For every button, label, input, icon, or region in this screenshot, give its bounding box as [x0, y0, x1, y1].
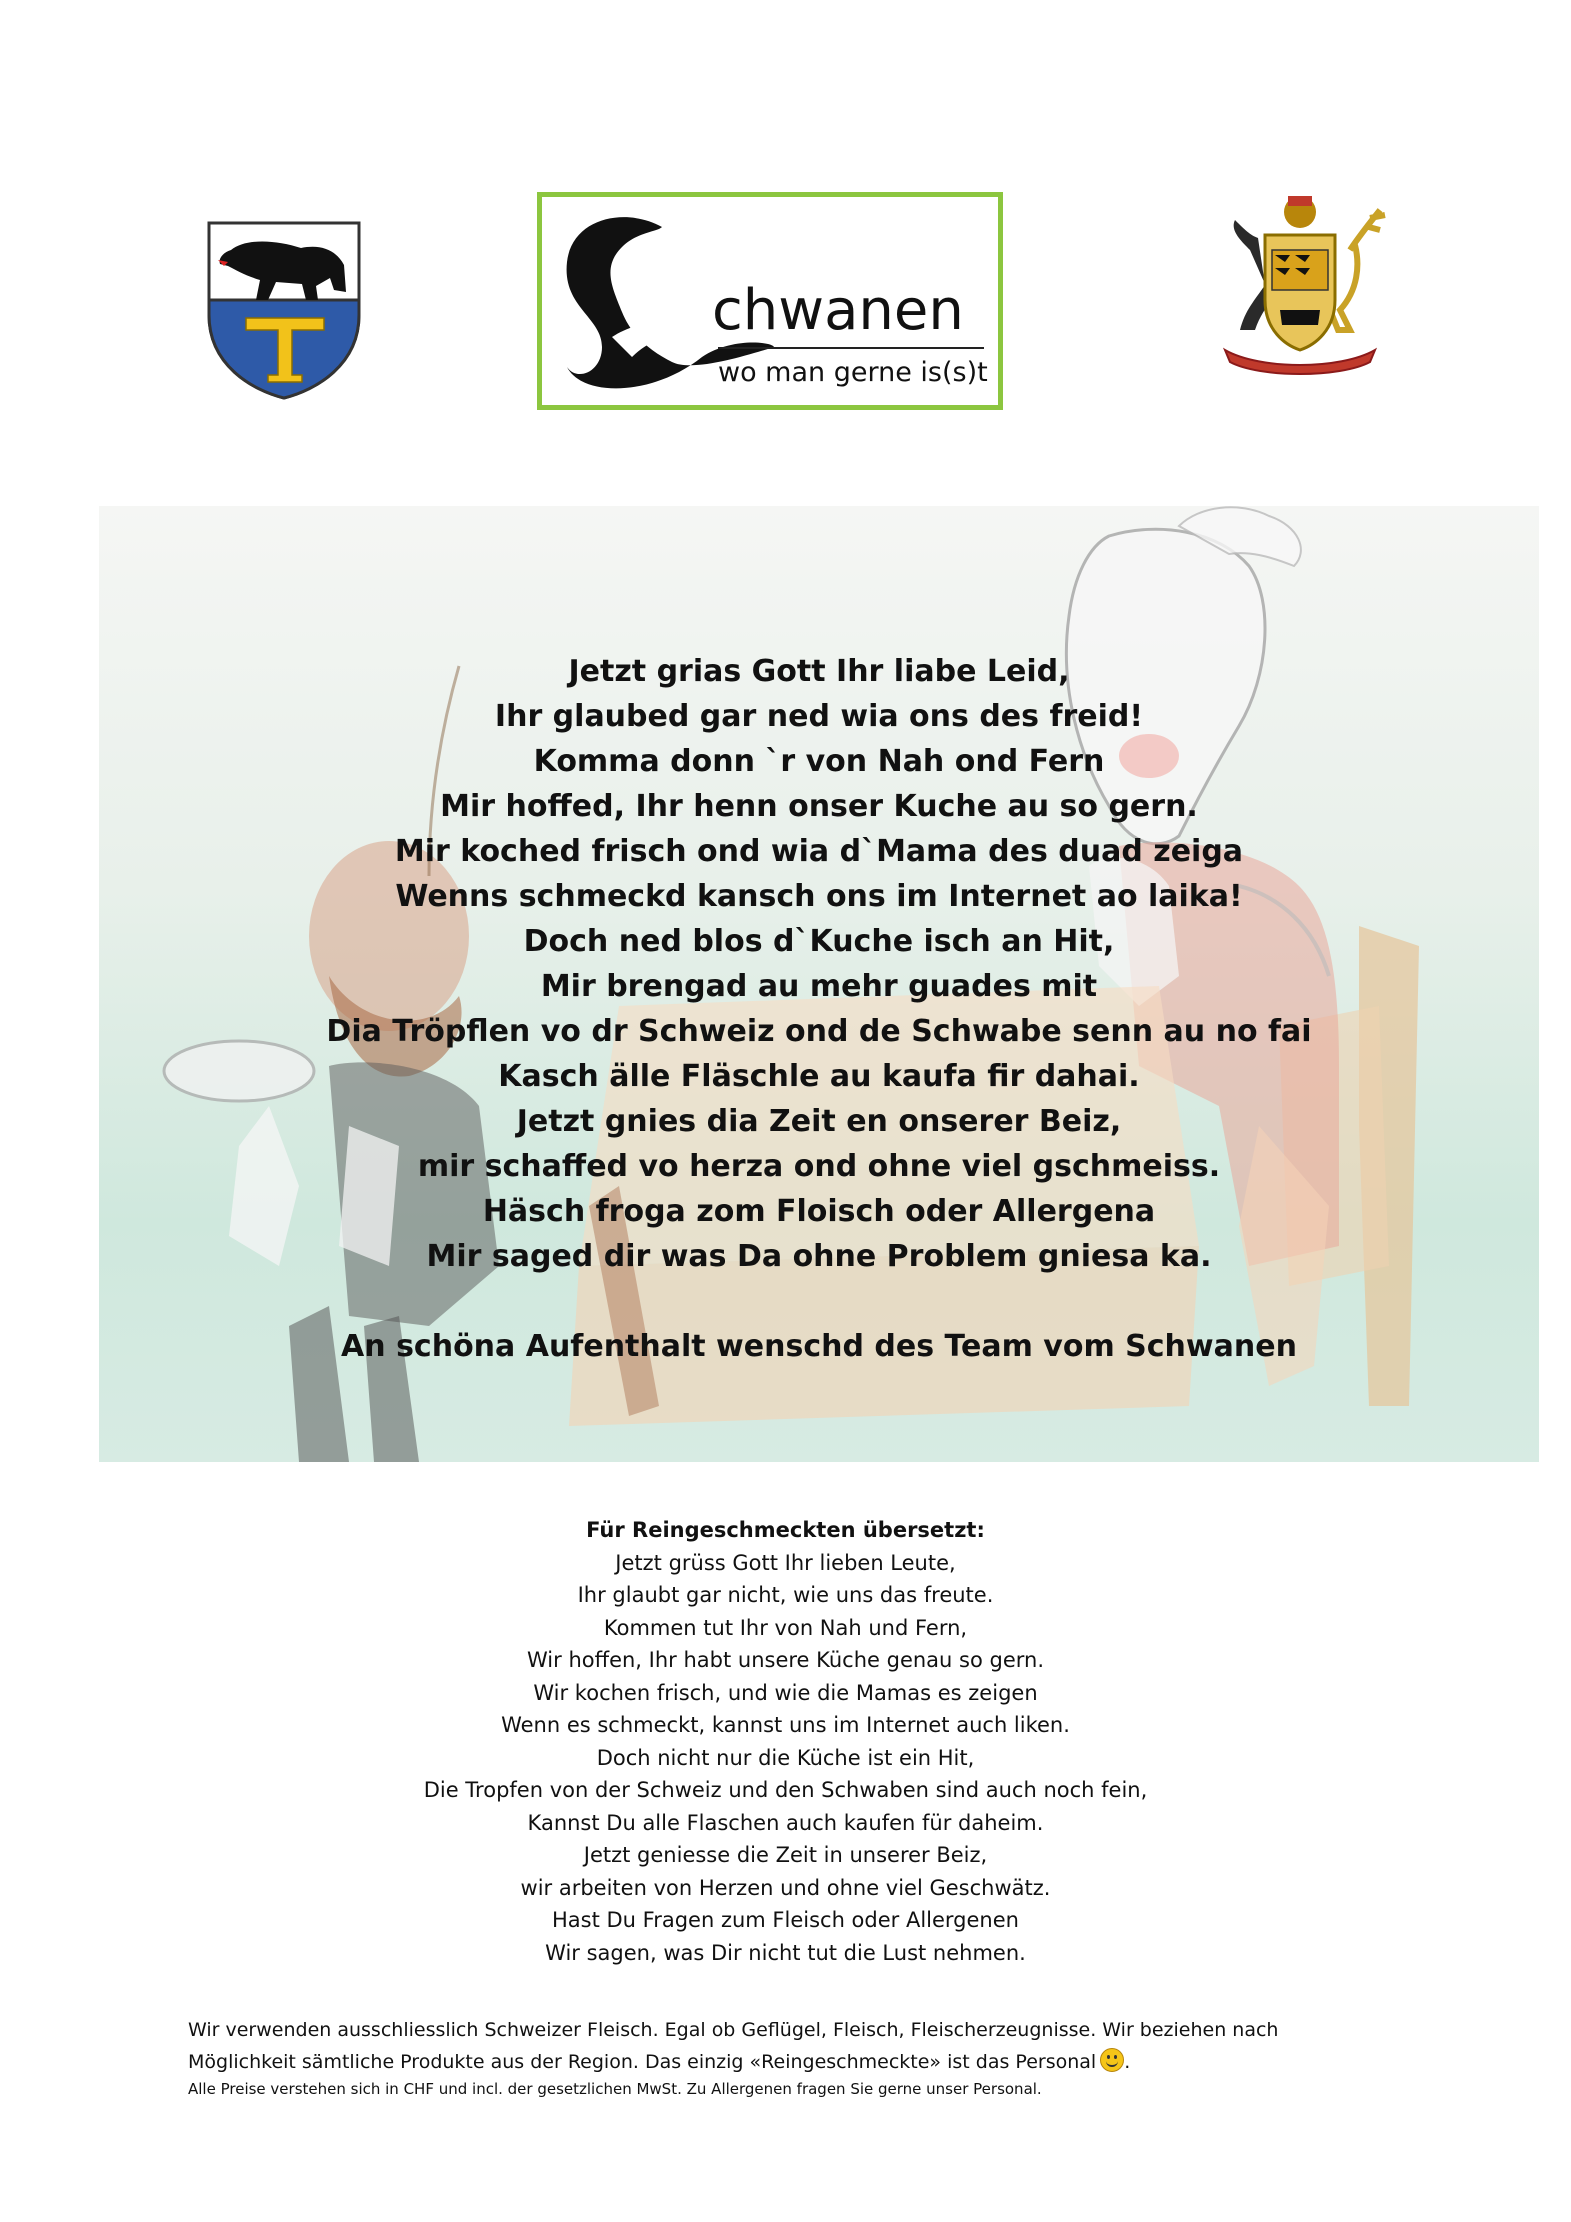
smiley-face-icon [1100, 2048, 1124, 2072]
coat-of-arms-bear-icon [206, 220, 362, 400]
footer-notes [188, 2014, 1388, 2100]
poem-line: Ihr glaubed gar ned wia ons des freid! [494, 699, 1144, 734]
translation-section [0, 1514, 1571, 1969]
poem-line: Kasch älle Fläschle au kaufa fir dahai. [498, 1059, 1140, 1094]
translation-line: Wir hoffen, Ihr habt unsere Küche genau so gern. [527, 1648, 1044, 1672]
poem-line: Häsch froga zom Floisch oder Allergena [482, 1194, 1156, 1229]
translation-line: Kannst Du alle Flaschen auch kaufen für daheim. [527, 1810, 1044, 1835]
logo-tagline: wo man gerne is(s)t [718, 357, 988, 388]
poem-line: Mir saged dir was Da ohne Problem gniesa ka. [426, 1239, 1212, 1274]
translation-line: Hast Du Fragen zum Fleisch oder Allergenen [552, 1908, 1019, 1932]
poem-line: mir schaffed vo herza ond ohne viel gschmeiss. [417, 1149, 1221, 1184]
translation-line: Jetzt geniesse die Zeit in unserer Beiz, [583, 1843, 988, 1867]
logo-wordmark: chwanen [712, 278, 964, 343]
translation-line: wir arbeiten von Herzen und ohne viel Geschwätz. [520, 1875, 1051, 1900]
poem-greeting: An schöna Aufenthalt wenschd des Team vom Schwanen [341, 1329, 1297, 1364]
poem-line: Mir brengad au mehr guades mit [540, 969, 1098, 1004]
translation-line: Wir sagen, was Dir nicht tut die Lust nehmen. [545, 1940, 1026, 1965]
poem-line: Mir hoffed, Ihr henn onser Kuche au so gern. [440, 789, 1198, 824]
poem-line: Dia Tröpflen vo dr Schweiz ond de Schwabe senn au no fai [326, 1014, 1312, 1049]
coat-of-arms-wuerttemberg-icon [1210, 190, 1390, 380]
poem-banner [99, 506, 1539, 1462]
translation-line: Ihr glaubt gar nicht, wie uns das freute. [577, 1583, 994, 1607]
footer-line-region [188, 2046, 1388, 2078]
schwanen-logo [537, 192, 1003, 410]
translation-line: Jetzt grüss Gott Ihr lieben Leute, [615, 1550, 956, 1575]
poem-line: Jetzt gnies dia Zeit en onserer Beiz, [516, 1104, 1122, 1139]
poem-line: Mir koched frisch ond wia d`Mama des duad zeiga [394, 834, 1244, 869]
poem-line: Doch ned blos d`Kuche isch an Hit, [523, 924, 1115, 959]
logo-divider [718, 347, 984, 349]
translation-heading: Für Reingeschmeckten übersetzt: [586, 1518, 985, 1542]
footer-line-prices: Alle Preise verstehen sich in CHF und incl. der gesetzlichen MwSt. Zu Allergenen fragen Sie gerne unser Personal. [188, 2080, 1042, 2098]
poem-line: Wenns schmeckd kansch ons im Internet ao laika! [395, 879, 1243, 914]
translation-line: Doch nicht nur die Küche ist ein Hit, [596, 1745, 975, 1770]
swabian-poem [99, 649, 1539, 1369]
footer-period: . [1124, 2051, 1131, 2073]
footer-line-meat: Wir verwenden ausschliesslich Schweizer Fleisch. Egal ob Geflügel, Fleisch, Fleischerzeugnisse. Wir beziehen nach [188, 2019, 1279, 2041]
translation-line: Wir kochen frisch, und wie die Mamas es zeigen [533, 1680, 1038, 1705]
poem-line: Jetzt grias Gott Ihr liabe Leid, [568, 654, 1070, 689]
translation-line: Kommen tut Ihr von Nah und Fern, [603, 1615, 968, 1640]
footer-region-text: Möglichkeit sämtliche Produkte aus der Region. Das einzig «Reingeschmeckte» ist das Personal [188, 2051, 1097, 2073]
translation-line: Wenn es schmeckt, kannst uns im Internet auch liken. [501, 1713, 1070, 1737]
poem-line: Komma donn `r von Nah ond Fern [533, 744, 1105, 779]
translation-line: Die Tropfen von der Schweiz und den Schwaben sind auch noch fein, [423, 1778, 1148, 1802]
